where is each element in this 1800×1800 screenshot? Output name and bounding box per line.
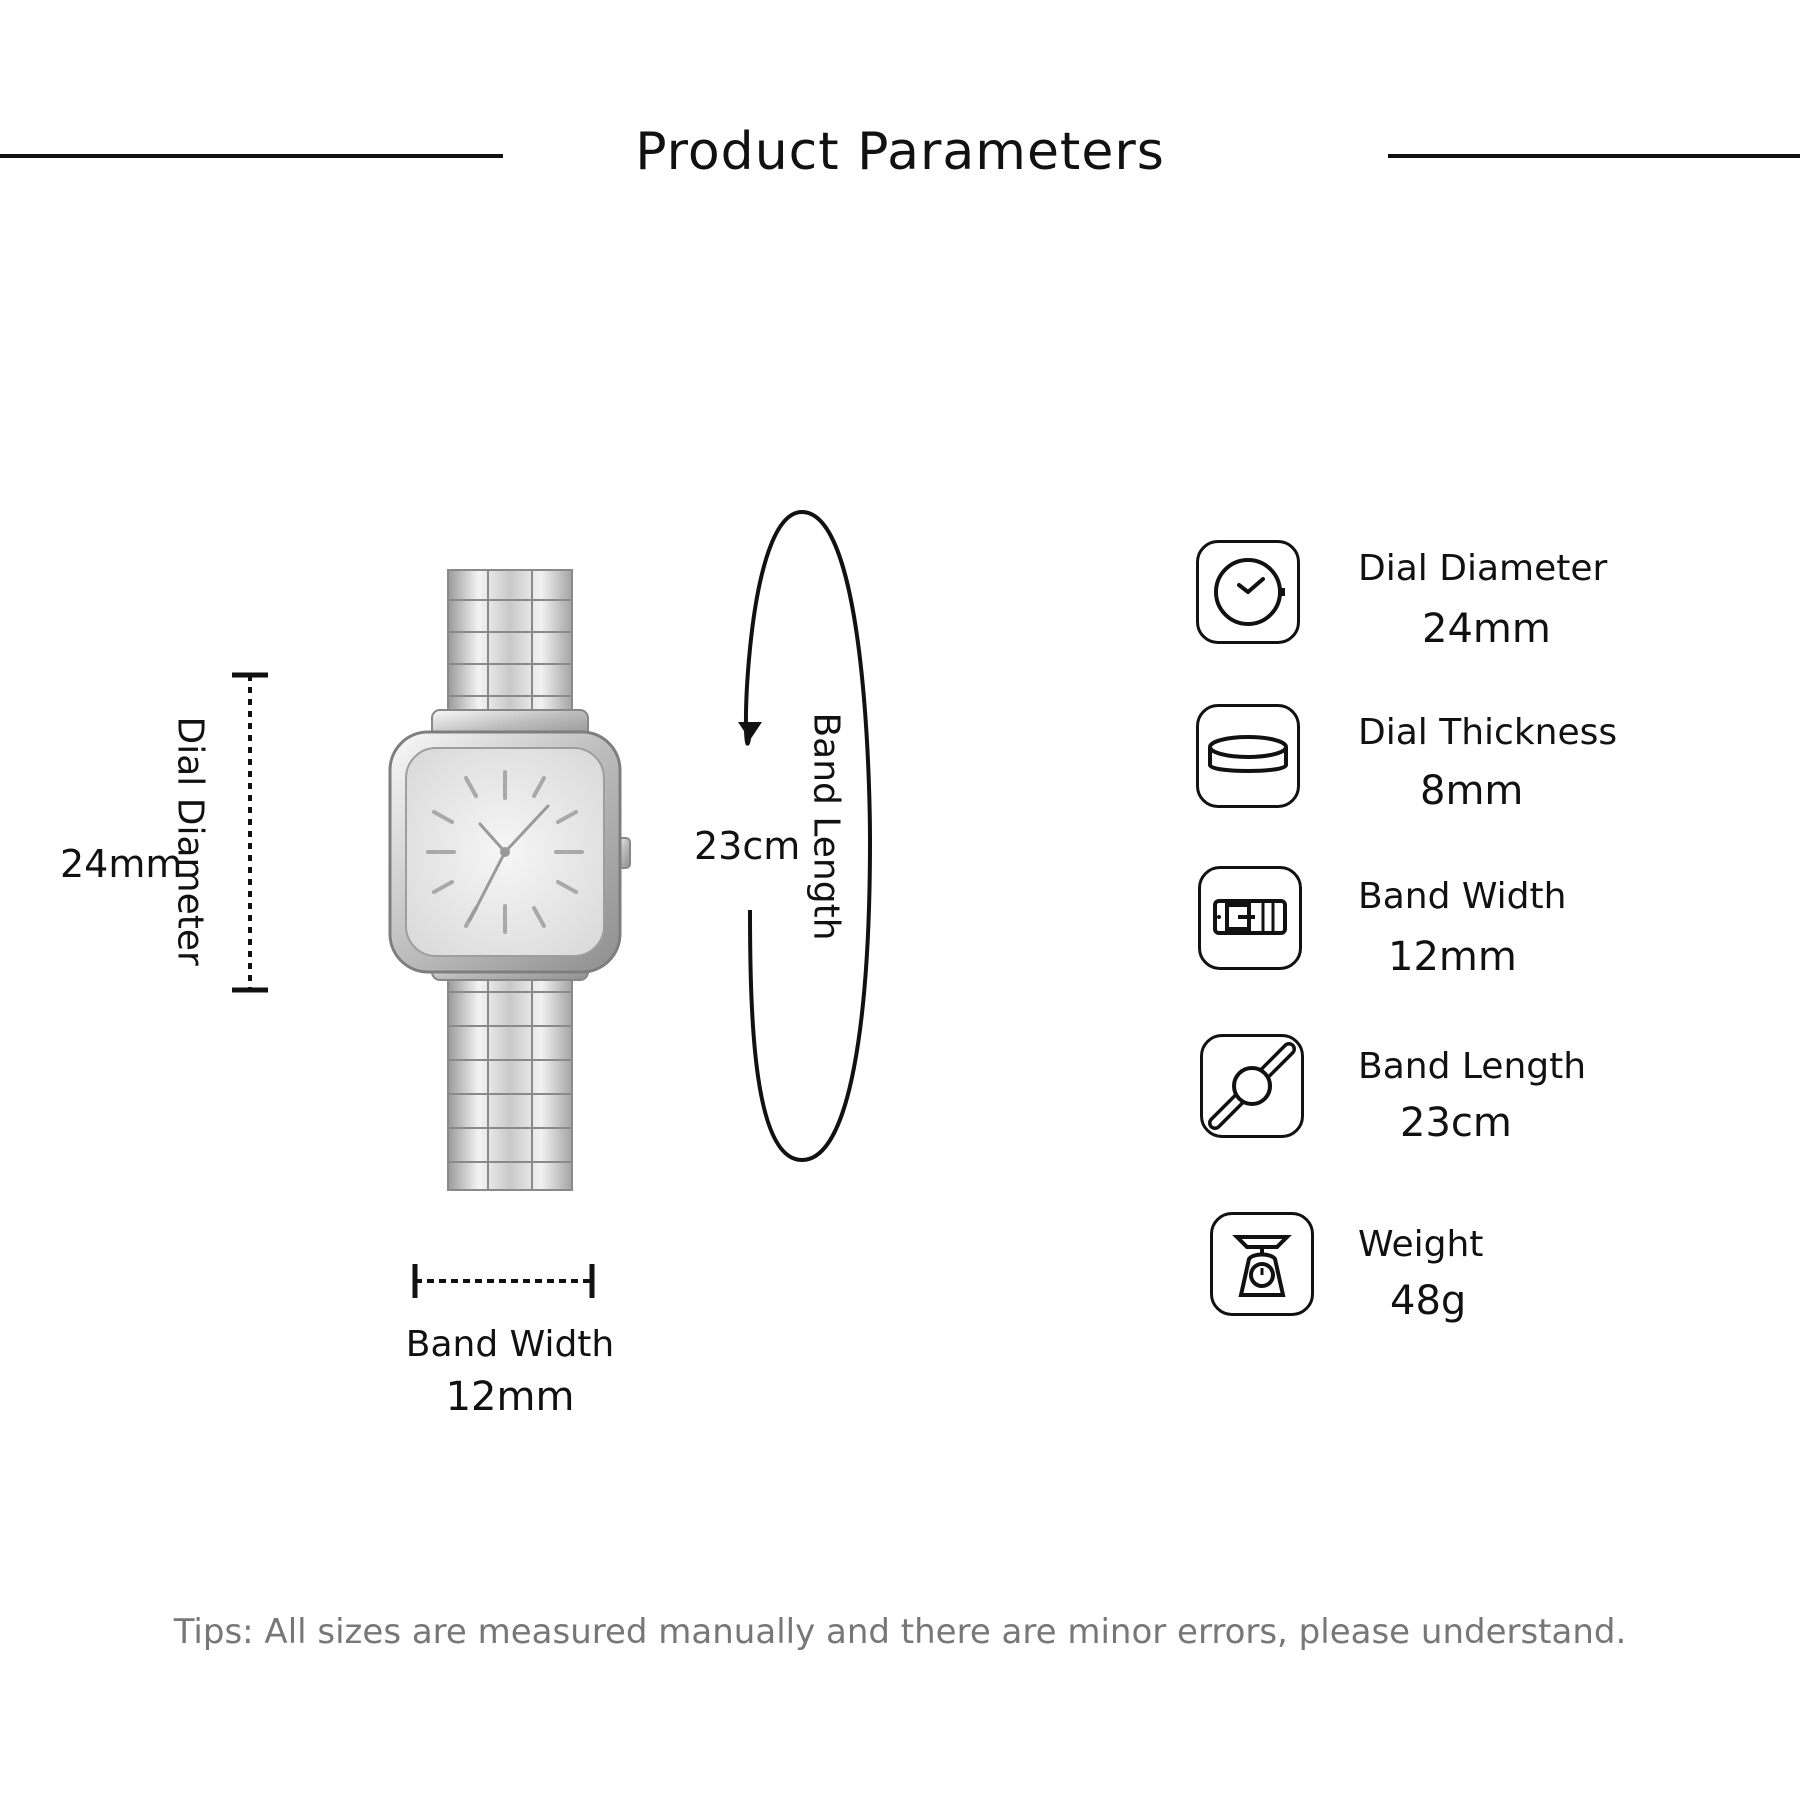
band-length-icon xyxy=(1203,1037,1301,1135)
dial-thickness-icon xyxy=(1199,707,1297,805)
spec-icon-box-dial-thickness xyxy=(1196,704,1300,808)
spec-icon-box-band-width xyxy=(1198,866,1302,970)
dial-diameter-dimension-line xyxy=(220,660,280,1000)
spec-value-band-width: 12mm xyxy=(1388,934,1517,980)
band-width-diagram-value: 12mm xyxy=(445,1374,575,1420)
scale-icon xyxy=(1213,1215,1311,1313)
band-length-diagram-value: 23cm xyxy=(694,824,801,868)
spec-icon-box-weight xyxy=(1210,1212,1314,1316)
band-width-diagram-label: Band Width xyxy=(405,1324,615,1365)
spec-icon-box-band-length xyxy=(1200,1034,1304,1138)
band-buckle-icon xyxy=(1201,869,1299,967)
spec-label-band-width: Band Width xyxy=(1358,876,1567,917)
spec-icon-box-dial-diameter xyxy=(1196,540,1300,644)
spec-value-band-length: 23cm xyxy=(1400,1100,1512,1146)
watch-icon xyxy=(1199,543,1297,641)
page-title: Product Parameters xyxy=(635,122,1165,182)
dial-diameter-diagram-label: Dial Diameter xyxy=(169,716,211,966)
watch-illustration xyxy=(370,560,660,1200)
band-width-dimension-line xyxy=(400,1256,610,1306)
tips-note: Tips: All sizes are measured manually and there are minor errors, please understand. xyxy=(173,1612,1627,1652)
spec-value-dial-thickness: 8mm xyxy=(1420,768,1524,814)
spec-label-weight: Weight xyxy=(1358,1224,1484,1265)
spec-label-dial-diameter: Dial Diameter xyxy=(1358,548,1608,589)
spec-label-band-length: Band Length xyxy=(1358,1046,1587,1087)
spec-value-weight: 48g xyxy=(1390,1278,1467,1324)
dial-diameter-diagram-value: 24mm xyxy=(60,842,183,886)
spec-value-dial-diameter: 24mm xyxy=(1422,606,1551,652)
band-length-diagram-label: Band Length xyxy=(805,712,847,941)
spec-label-dial-thickness: Dial Thickness xyxy=(1358,712,1618,753)
